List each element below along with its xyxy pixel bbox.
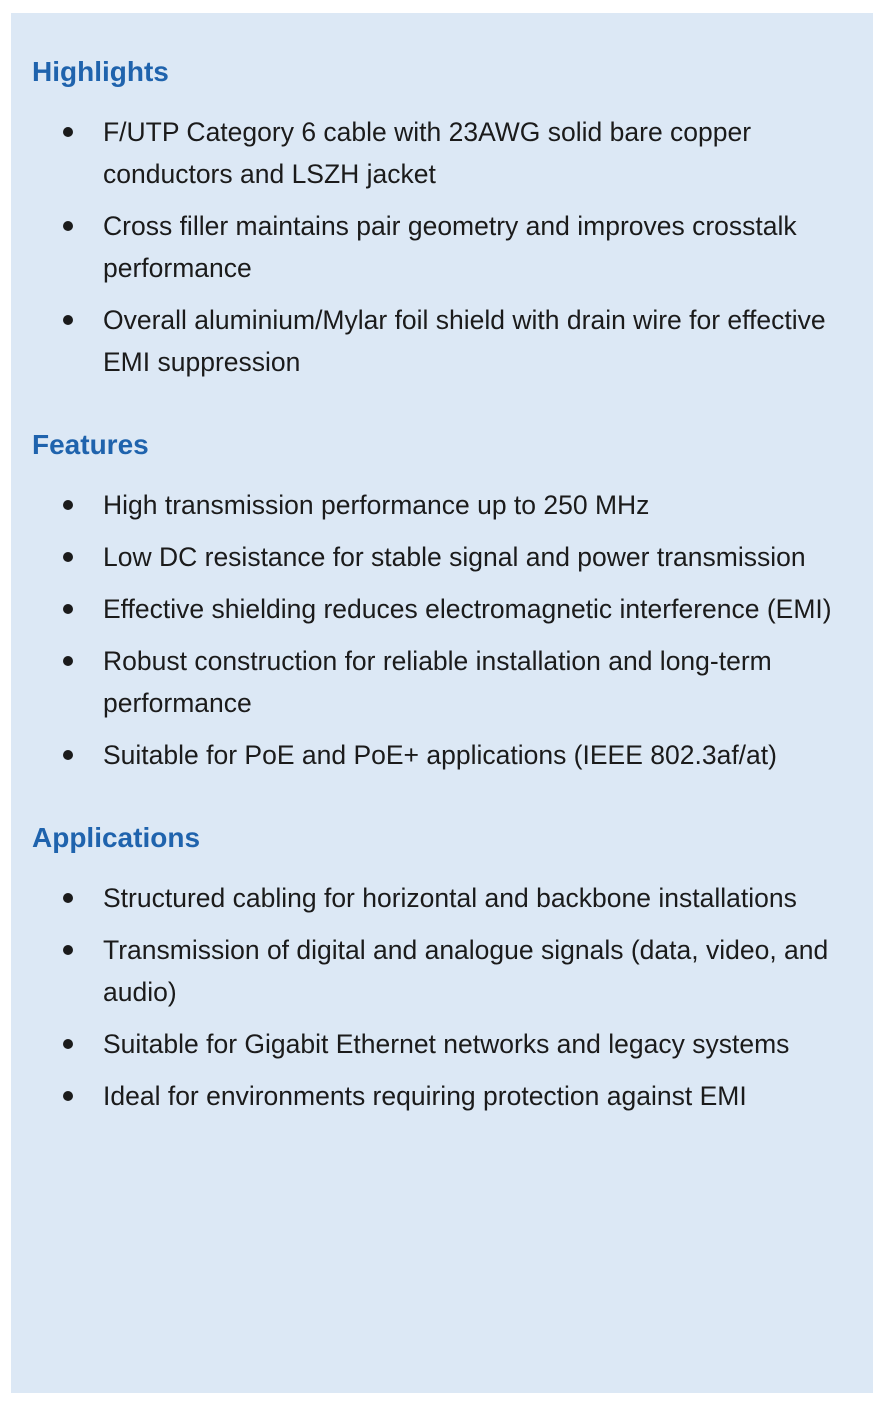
highlights-heading: Highlights bbox=[32, 56, 169, 87]
bullet-icon bbox=[63, 893, 73, 903]
highlights-section bbox=[11, 55, 873, 383]
list-item bbox=[11, 734, 873, 776]
bullet-icon bbox=[63, 1039, 73, 1049]
list-item bbox=[11, 1075, 873, 1117]
list-item-text: High transmission performance up to 250 MHz bbox=[103, 490, 650, 520]
bullet-icon bbox=[63, 604, 73, 614]
list-item bbox=[11, 299, 873, 383]
list-item bbox=[11, 1023, 873, 1065]
list-item-text: Transmission of digital and analogue signals (data, video, and audio) bbox=[103, 935, 829, 1007]
bullet-icon bbox=[63, 552, 73, 562]
bullet-icon bbox=[63, 656, 73, 666]
list-item bbox=[11, 205, 873, 289]
list-item-text: Robust construction for reliable installation and long-term performance bbox=[103, 646, 772, 718]
features-heading: Features bbox=[32, 429, 149, 460]
features-list bbox=[11, 484, 873, 776]
list-item bbox=[11, 484, 873, 526]
features-section bbox=[11, 428, 873, 776]
list-item-text: Overall aluminium/Mylar foil shield with drain wire for effective EMI suppression bbox=[103, 305, 826, 377]
list-item-text: F/UTP Category 6 cable with 23AWG solid bare copper conductors and LSZH jacket bbox=[103, 117, 752, 189]
list-item-text: Suitable for PoE and PoE+ applications (IEEE 802.3af/at) bbox=[103, 740, 777, 770]
bullet-icon bbox=[63, 1091, 73, 1101]
bullet-icon bbox=[63, 945, 73, 955]
list-item bbox=[11, 111, 873, 195]
highlights-list bbox=[11, 111, 873, 383]
list-item-text: Cross filler maintains pair geometry and improves crosstalk performance bbox=[103, 211, 797, 283]
list-item bbox=[11, 588, 873, 630]
list-item-text: Structured cabling for horizontal and backbone installations bbox=[103, 883, 797, 913]
list-item bbox=[11, 640, 873, 724]
list-item-text: Ideal for environments requiring protection against EMI bbox=[103, 1081, 747, 1111]
applications-section bbox=[11, 821, 873, 1117]
list-item bbox=[11, 536, 873, 578]
bullet-icon bbox=[63, 127, 73, 137]
list-item bbox=[11, 929, 873, 1013]
applications-list bbox=[11, 877, 873, 1117]
list-item-text: Suitable for Gigabit Ethernet networks and legacy systems bbox=[103, 1029, 790, 1059]
bullet-icon bbox=[63, 221, 73, 231]
list-item-text: Effective shielding reduces electromagnetic interference (EMI) bbox=[103, 594, 832, 624]
bullet-icon bbox=[63, 315, 73, 325]
info-panel bbox=[11, 13, 873, 1393]
list-item bbox=[11, 877, 873, 919]
list-item-text: Low DC resistance for stable signal and power transmission bbox=[103, 542, 806, 572]
bullet-icon bbox=[63, 750, 73, 760]
bullet-icon bbox=[63, 500, 73, 510]
applications-heading: Applications bbox=[32, 822, 201, 853]
